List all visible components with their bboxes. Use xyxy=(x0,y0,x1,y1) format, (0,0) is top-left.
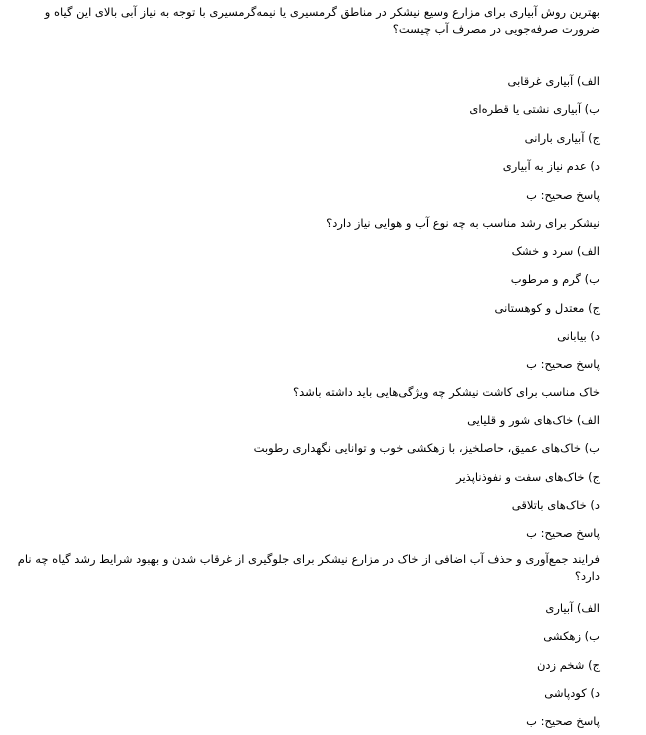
question-3-option-a: الف) خاک‌های شور و قلیایی xyxy=(467,413,600,427)
question-4-option-c: ج) شخم زدن xyxy=(536,658,600,672)
question-4-option-d: د) کودپاشی xyxy=(544,686,600,700)
question-3-option-b: ب) خاک‌های عمیق، حاصلخیز، با زهکشی خوب و توانایی نگهداری رطوبت xyxy=(253,441,600,455)
question-3-answer: پاسخ صحیح: ب xyxy=(526,526,600,540)
question-2-option-a: الف) سرد و خشک xyxy=(511,244,600,258)
question-1-option-c: ج) آبیاری بارانی xyxy=(524,131,600,145)
question-4-text: فرایند جمع‌آوری و حذف آب اضافی از خاک در مزارع نیشکر برای جلوگیری از غرقاب شدن و بهبود شرایط رشد گیاه چه نام دارد؟ xyxy=(17,552,600,583)
question-3-option-d: د) خاک‌های باتلاقی xyxy=(511,498,600,512)
question-4-answer: پاسخ صحیح: ب xyxy=(526,714,600,728)
question-1-option-b: ب) آبیاری نشتی یا قطره‌ای xyxy=(469,102,600,116)
question-1-option-a: الف) آبیاری غرقابی xyxy=(507,74,600,88)
question-4-option-b: ب) زهکشی xyxy=(543,629,600,643)
question-2-text: نیشکر برای رشد مناسب به چه نوع آب و هوایی نیاز دارد؟ xyxy=(326,216,600,230)
question-2-option-d: د) بیابانی xyxy=(557,329,600,343)
question-1-answer: پاسخ صحیح: ب xyxy=(526,188,600,202)
question-3-text: خاک مناسب برای کاشت نیشکر چه ویژگی‌هایی باید داشته باشد؟ xyxy=(293,385,600,399)
question-2-answer: پاسخ صحیح: ب xyxy=(526,357,600,371)
question-2-option-c: ج) معتدل و کوهستانی xyxy=(494,301,600,315)
question-3-option-c: ج) خاک‌های سفت و نفوذناپذیر xyxy=(456,470,600,484)
question-1-text: بهترین روش آبیاری برای مزارع وسیع نیشکر در مناطق گرمسیری یا نیمه‌گرمسیری با توجه به نیاز آبی بالای این گیاه و ضرورت صرفه‌جویی در مصرف آب چیست؟ xyxy=(44,5,600,36)
question-1-option-d: د) عدم نیاز به آبیاری xyxy=(502,159,600,173)
question-4-option-a: الف) آبیاری xyxy=(545,601,600,615)
question-2-option-b: ب) گرم و مرطوب xyxy=(510,272,600,286)
